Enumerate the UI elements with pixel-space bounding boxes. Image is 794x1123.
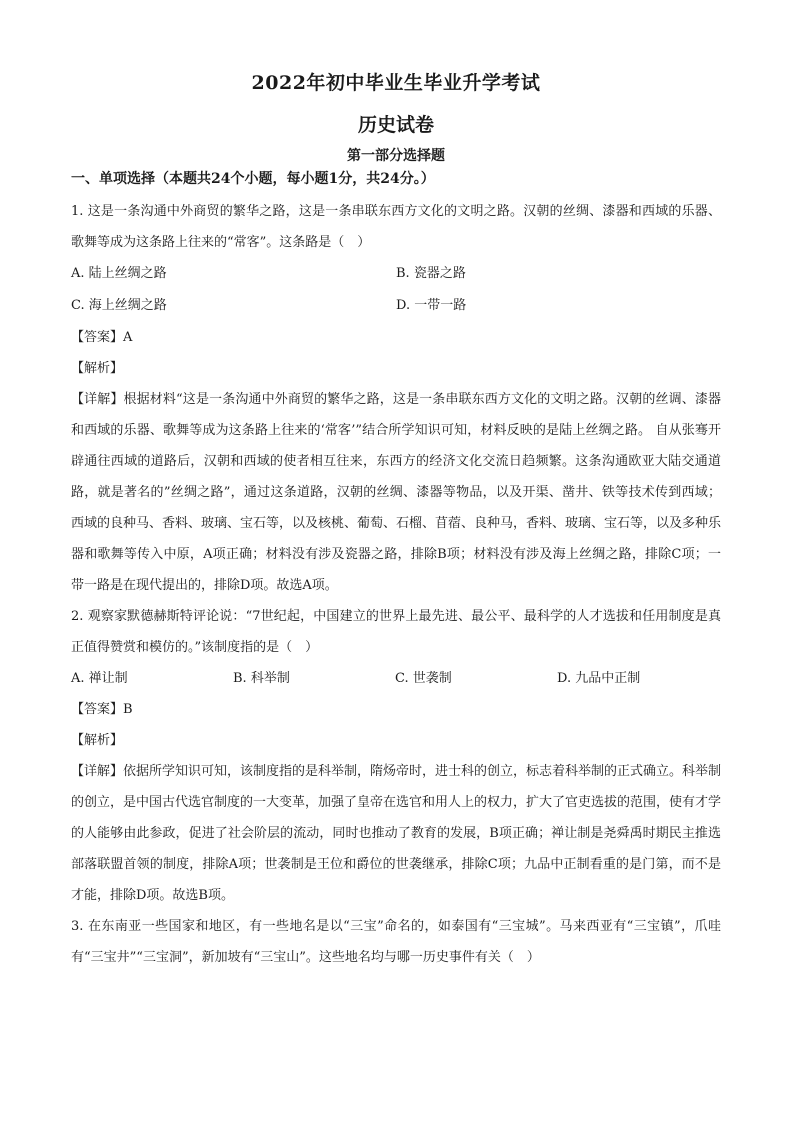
option-a: A. 陆上丝绸之路 [71, 266, 167, 281]
option-c: C. 世袭制 [395, 671, 452, 686]
option-list [71, 258, 721, 322]
question-1 [71, 196, 721, 601]
page-content [71, 68, 721, 973]
answer-label: 【答案】B [71, 702, 133, 717]
analysis-label: 【解析】 [71, 361, 124, 376]
question-stem: 2. 观察家默德赫斯特评论说：“7世纪起，中国建立的世界上最先进、最公平、最科学的人才选拔和任用制度是真正值得赞赏和模仿的。”该制度指的是（ ） [71, 609, 721, 655]
detail-explanation: 【详解】依据所学知识可知，该制度指的是科举制，隋炀帝时，进士科的创立，标志着科举制的正式确立。科举制的创立，是中国古代选官制度的一大变革，加强了皇帝在选官和用人上的权力，扩大了官吏选拔的范围，使有才学的人能够由此参政，促进了社会阶层的流动，同时也推动了教育的发展，B项正确；禅让制是尧舜禹时期民主推选部落联盟首领的制度，排除A项；世袭制是王位和爵位的世袭继承，排除C项；九品中正制看重的是门第，而不是才能，排除D项。故选B项。 [71, 764, 722, 903]
answer-label: 【答案】A [71, 330, 133, 345]
option-d: D. 九品中正制 [557, 671, 641, 686]
question-3 [71, 911, 721, 973]
subject-title: 历史试卷 [357, 114, 434, 136]
part-title: 第一部分选择题 [347, 148, 445, 164]
analysis-label: 【解析】 [71, 733, 124, 748]
section-heading: 一、单项选择（本题共24个小题，每小题1分，共24分。） [71, 171, 435, 187]
exam-title: 2022年初中毕业生毕业升学考试 [251, 72, 541, 94]
option-c: C. 海上丝绸之路 [71, 298, 167, 313]
option-list [71, 663, 721, 694]
question-2 [71, 601, 721, 911]
question-stem: 1. 这是一条沟通中外商贸的繁华之路，这是一条串联东西方文化的文明之路。汉朝的丝绸、漆器和西域的乐器、歌舞等成为这条路上往来的“常客”。这条路是（ ） [71, 204, 721, 250]
question-stem: 3. 在东南亚一些国家和地区，有一些地名是以“三宝”命名的，如泰国有“三宝城”。马来西亚有“三宝镇”，爪哇有“三宝井”“三宝洞”，新加坡有“三宝山”。这些地名均与哪一历史事件有关（ ） [71, 919, 721, 965]
option-d: D. 一带一路 [396, 298, 467, 313]
option-b: B. 科举制 [233, 671, 290, 686]
option-b: B. 瓷器之路 [396, 266, 466, 281]
option-a: A. 禅让制 [71, 671, 128, 686]
detail-explanation: 【详解】根据材料“这是一条沟通中外商贸的繁华之路，这是一条串联东西方文化的文明之路。汉朝的丝调、漆器和西域的乐器、歌舞等成为这条路上往来的‘常客’”结合所学知识可知，材料反映的是陆上丝绸之路。 自从张骞开辟通往西域的道路后，汉朝和西域的使者相互往来，东西方的经济文化交流日趋频繁。这条沟通欧亚大陆交通道路，就是著名的”丝绸之路”，通过这条道路，汉朝的丝绸、漆器等物品，以及开渠、凿井、铁等技术传到西域；西域的良种马、香料、玻璃、宝石等，以及核桃、葡萄、石榴、苜蓿、良种马，香料、玻璃、宝石等，以及多种乐器和歌舞等传入中原，A项正确；材料没有涉及瓷器之路，排除B项；材料没有涉及海上丝绸之路，排除C项；一带一路是在现代提出的，排除D项。故选A项。 [71, 392, 722, 593]
